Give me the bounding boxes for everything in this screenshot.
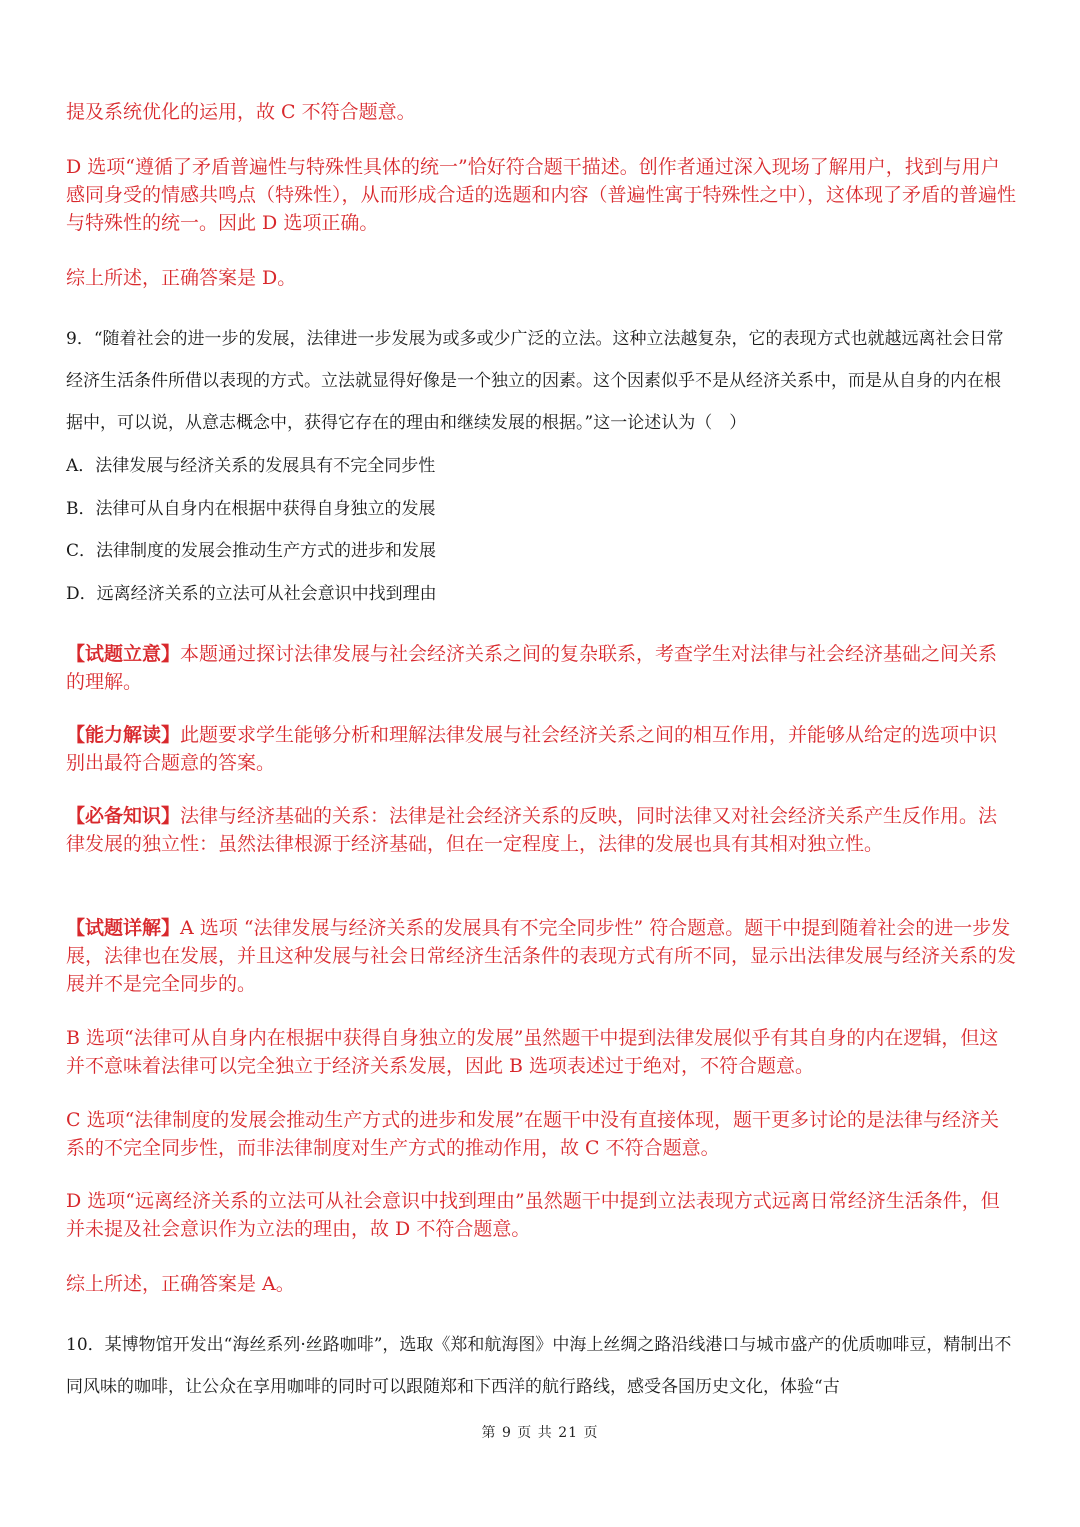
analysis-intent-tag: 【试题立意】 xyxy=(66,643,181,665)
analysis-knowledge xyxy=(66,802,1016,858)
analysis-ability-tag: 【能力解读】 xyxy=(66,724,181,746)
question-9-option-b: B．法律可从自身内在根据中获得自身独立的发展 xyxy=(66,499,436,519)
analysis-detail xyxy=(66,914,1016,998)
analysis-knowledge-tag: 【必备知识】 xyxy=(66,805,181,827)
analysis-detail-tag: 【试题详解】 xyxy=(66,917,181,939)
analysis-q9-summary: 综上所述，正确答案是 A。 xyxy=(66,1273,295,1295)
analysis-ability-text: 此题要求学生能够分析和理解法律发展与社会经济关系之间的相互作用，并能够从给定的选项中识别出最符合题意的答案。 xyxy=(66,724,998,774)
question-9-option-a: A．法律发展与经济关系的发展具有不完全同步性 xyxy=(66,456,436,476)
question-9-stem: 9．“随着社会的进一步的发展，法律进一步发展为或多或少广泛的立法。这种立法越复杂，它的表现方式也就越远离社会日常经济生活条件所借以表现的方式。立法就显得好像是一个独立的因素。这个因素似乎不是从经济关系中，而是从自身的内在根据中，可以说，从意志概念中，获得它存在的理由和继续发展的根据。”这一论述认为（ ） xyxy=(66,329,1004,433)
analysis-knowledge-text: 法律与经济基础的关系：法律是社会经济关系的反映，同时法律又对社会经济关系产生反作用。法律发展的独立性：虽然法律根源于经济基础，但在一定程度上，法律的发展也具有其相对独立性。 xyxy=(66,805,998,855)
paragraph-c-conclusion: 提及系统优化的运用，故 C 不符合题意。 xyxy=(66,101,416,123)
analysis-intent xyxy=(66,640,1016,696)
paragraph-option-d-analysis: D 选项“遵循了矛盾普遍性与特殊性具体的统一”恰好符合题干描述。创作者通过深入现场了解用户，找到与用户感同身受的情感共鸣点（特殊性），从而形成合适的选题和内容（普遍性寓于特殊性之中），这体现了矛盾的普遍性与特殊性的统一。因此 D 选项正确。 xyxy=(66,156,1017,234)
analysis-detail-text: A 选项 “法律发展与经济关系的发展具有不完全同步性” 符合题意。题干中提到随着社会的进一步发展，法律也在发展，并且这种发展与社会日常经济生活条件的表现方式有所不同，显示出法律发展与经济关系的发展并不是完全同步的。 xyxy=(66,917,1017,995)
analysis-option-d: D 选项“远离经济关系的立法可从社会意识中找到理由”虽然题干中提到立法表现方式远离日常经济生活条件，但并未提及社会意识作为立法的理由，故 D 不符合题意。 xyxy=(66,1190,1000,1240)
analysis-intent-text: 本题通过探讨法律发展与社会经济关系之间的复杂联系，考查学生对法律与社会经济基础之间关系的理解。 xyxy=(66,643,998,693)
analysis-option-c: C 选项“法律制度的发展会推动生产方式的进步和发展”在题干中没有直接体现，题干更多讨论的是法律与经济关系的不完全同步性，而非法律制度对生产方式的推动作用，故 C 不符合题意。 xyxy=(66,1109,1000,1159)
page-number-footer: 第 9 页 共 21 页 xyxy=(481,1425,599,1441)
analysis-option-b: B 选项“法律可从自身内在根据中获得自身独立的发展”虽然题干中提到法律发展似乎有其自身的内在逻辑，但这并不意味着法律可以完全独立于经济关系发展，因此 B 选项表述过于绝对，不符合题意。 xyxy=(66,1027,999,1077)
question-9-option-d: D．远离经济关系的立法可从社会意识中找到理由 xyxy=(66,584,437,604)
analysis-ability xyxy=(66,721,1016,777)
paragraph-q8-summary: 综上所述，正确答案是 D。 xyxy=(66,267,297,289)
question-10-stem: 10．某博物馆开发出“海丝系列·丝路咖啡”，选取《郑和航海图》中海上丝绸之路沿线港口与城市盛产的优质咖啡豆，精制出不同风味的咖啡，让公众在享用咖啡的同时可以跟随郑和下西洋的航行路线，感受各国历史文化，体验“古 xyxy=(66,1335,1012,1397)
question-9-option-c: C．法律制度的发展会推动生产方式的进步和发展 xyxy=(66,541,437,561)
